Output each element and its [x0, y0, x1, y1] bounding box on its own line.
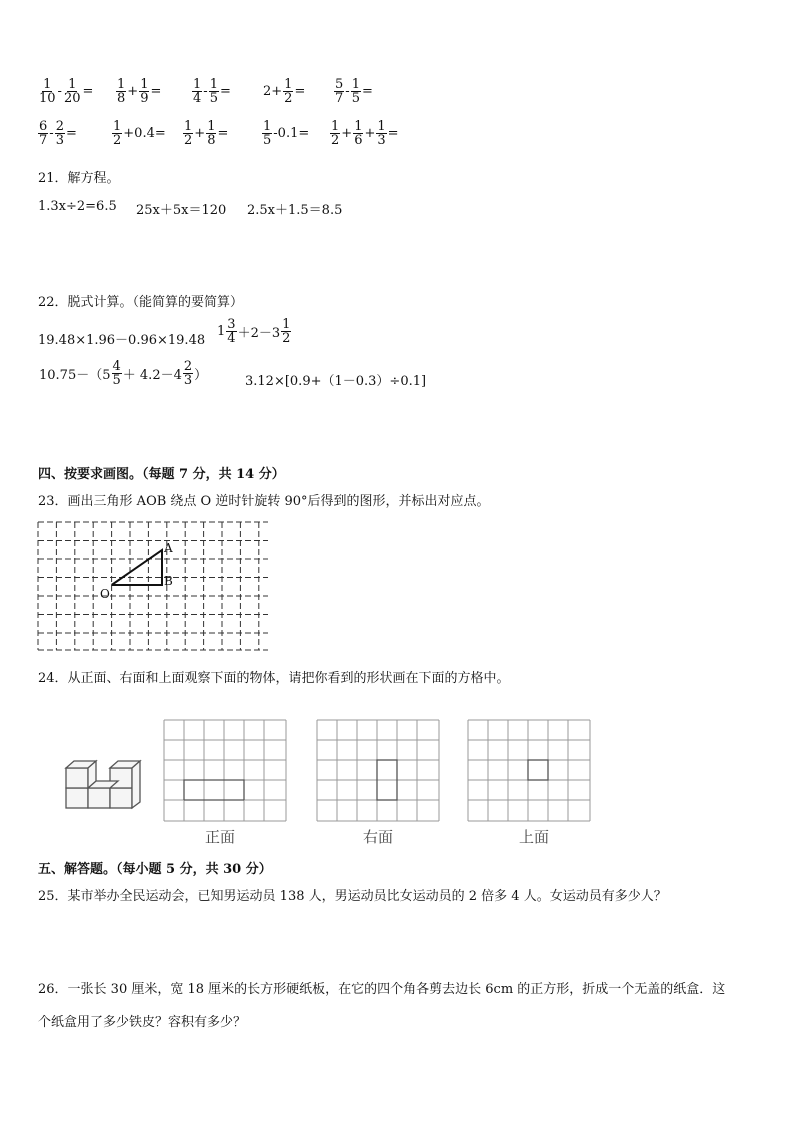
- operator: +: [364, 126, 376, 141]
- numerator: 1: [377, 119, 386, 134]
- denominator: 5: [351, 91, 360, 106]
- top-view-grid: [467, 719, 591, 823]
- denominator: 6: [354, 133, 363, 148]
- numerator: 1: [209, 77, 218, 92]
- label-point-b: B: [164, 574, 173, 588]
- denominator: 4: [227, 331, 236, 346]
- denominator: 5: [112, 373, 121, 388]
- numerator: 1: [331, 119, 340, 134]
- operator: +: [341, 126, 353, 141]
- equals: =: [387, 126, 399, 141]
- section-4-heading: 四、按要求画图。（每题 7 分，共 14 分）: [38, 467, 285, 482]
- rotation-grid: [36, 520, 270, 652]
- numerator: 1: [284, 77, 293, 92]
- section-5-heading: 五、解答题。（每小题 5 分，共 30 分）: [38, 862, 272, 877]
- q22-expression-2: [216, 318, 291, 345]
- denominator: 2: [331, 133, 340, 148]
- denominator: 2: [184, 133, 193, 148]
- q22-expression-4: 3.12×[0.9+（1－0.3）÷0.1]: [245, 374, 427, 389]
- numerator: 2: [55, 119, 64, 134]
- denominator: 20: [63, 91, 81, 106]
- q23-title: 23．画出三角形 AOB 绕点 O 逆时针旋转 90°后得到的图形，并标出对应点。: [38, 494, 490, 509]
- whole-part: 1: [217, 324, 226, 339]
- operator: +: [194, 126, 206, 141]
- denominator: 8: [117, 91, 126, 106]
- calc-item-8: [183, 120, 229, 147]
- numerator: 3: [227, 317, 236, 332]
- numerator: 1: [354, 119, 363, 134]
- prefix: 10.75－（5: [39, 368, 111, 383]
- equals: =: [361, 84, 373, 99]
- q21-title: 21．解方程。: [38, 171, 120, 186]
- denominator: 7: [39, 133, 48, 148]
- calc-item-10: [330, 120, 400, 147]
- label-point-o: O: [100, 587, 110, 601]
- caption-right-view: 右面: [363, 828, 394, 846]
- q25-text: 25．某市举办全民运动会，已知男运动员 138 人，男运动员比女运动员的 2 倍多 4 人。女运动员有多少人？: [38, 889, 667, 904]
- numerator: 1: [184, 119, 193, 134]
- denominator: 3: [183, 373, 193, 388]
- numerator: 4: [112, 359, 121, 374]
- middle-terms: ＋ 4.2－4: [122, 368, 182, 383]
- middle-terms: ＋2－3: [237, 326, 281, 341]
- numerator: 5: [335, 77, 344, 92]
- caption-front-view: 正面: [205, 828, 236, 846]
- denominator: 8: [207, 133, 216, 148]
- calc-item-5: [334, 78, 374, 105]
- label-point-a: A: [164, 541, 173, 555]
- equals: =: [294, 84, 306, 99]
- q21-equation-1: 1.3x÷2=6.5: [38, 199, 117, 214]
- tail-term: +0.4=: [123, 126, 166, 141]
- operator: -: [203, 84, 208, 99]
- numerator: 1: [117, 77, 126, 92]
- right-view-grid: [316, 719, 440, 823]
- equals: =: [82, 84, 94, 99]
- denominator: 2: [282, 331, 291, 346]
- cube-solid-figure: [64, 758, 144, 812]
- q26-text-line-2: 个纸盒用了多少铁皮？容积有多少？: [38, 1015, 247, 1030]
- numerator: 1: [113, 119, 122, 134]
- q21-equation-3: 2.5x＋1.5＝8.5: [247, 203, 343, 218]
- operator: -: [345, 84, 350, 99]
- denominator: 10: [39, 91, 56, 106]
- numerator: 1: [43, 77, 52, 92]
- denominator: 2: [113, 133, 122, 148]
- calc-item-2: [116, 78, 162, 105]
- numerator: 1: [263, 119, 272, 134]
- equals: =: [65, 126, 77, 141]
- numerator: 1: [351, 77, 360, 92]
- denominator: 5: [263, 133, 272, 148]
- calc-item-4: [262, 78, 306, 105]
- numerator: 1: [193, 77, 202, 92]
- denominator: 4: [193, 91, 202, 106]
- numerator: 2: [183, 359, 193, 374]
- caption-top-view: 上面: [519, 828, 550, 846]
- lead-term: 2+: [263, 84, 283, 99]
- q21-equation-2: 25x＋5x＝120: [136, 203, 227, 218]
- q22-title: 22．脱式计算。（能简算的要简算）: [38, 295, 244, 310]
- calc-item-7: [112, 120, 167, 147]
- operator: -: [57, 84, 62, 99]
- numerator: 1: [282, 317, 291, 332]
- calc-item-6: [38, 120, 78, 147]
- equals: =: [219, 84, 231, 99]
- calc-item-1: [38, 78, 94, 105]
- denominator: 7: [335, 91, 344, 106]
- denominator: 2: [284, 91, 293, 106]
- operator: -: [49, 126, 54, 141]
- numerator: 1: [68, 77, 77, 92]
- q22-expression-3: [38, 360, 208, 387]
- calc-item-3: [192, 78, 232, 105]
- equals: =: [217, 126, 229, 141]
- denominator: 9: [140, 91, 149, 106]
- suffix: ）: [194, 368, 208, 383]
- operator: +: [127, 84, 139, 99]
- equals: =: [150, 84, 162, 99]
- denominator: 5: [209, 91, 218, 106]
- numerator: 1: [140, 77, 149, 92]
- triangle-aob: [112, 550, 162, 585]
- numerator: 1: [207, 119, 216, 134]
- numerator: 6: [39, 119, 48, 134]
- front-view-grid: [163, 719, 287, 823]
- denominator: 3: [377, 133, 386, 148]
- denominator: 3: [55, 133, 64, 148]
- calc-item-9: [262, 120, 310, 147]
- q22-expression-1: 19.48×1.96－0.96×19.48: [38, 333, 206, 348]
- q26-text-line-1: 26．一张长 30 厘米，宽 18 厘米的长方形硬纸板，在它的四个角各剪去边长 6cm 的正方形，折成一个无盖的纸盒．这: [38, 982, 726, 997]
- q24-title: 24．从正面、右面和上面观察下面的物体，请把你看到的形状画在下面的方格中。: [38, 671, 510, 686]
- tail-term: -0.1=: [273, 126, 310, 141]
